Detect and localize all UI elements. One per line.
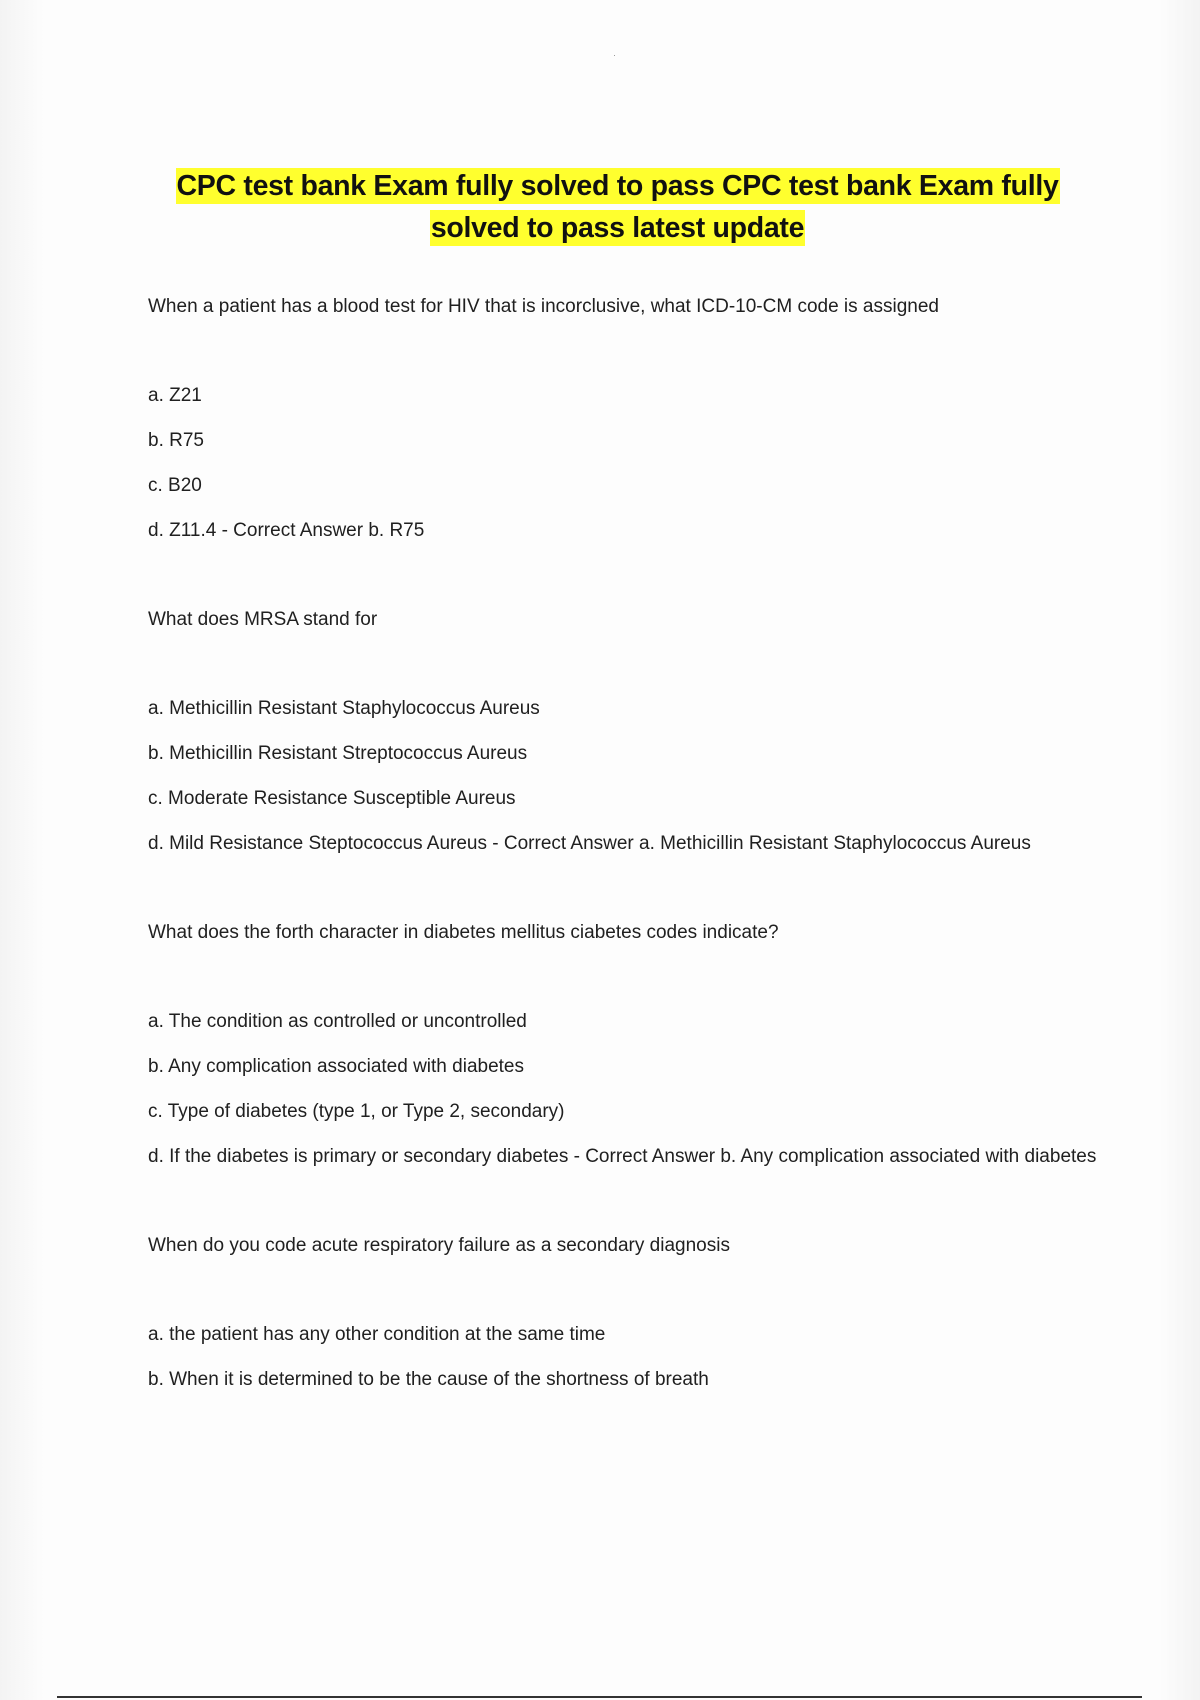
answer-option-d-with-correct-answer: d. If the diabetes is primary or secondary diabetes - Correct Answer b. Any complication associated with diabetes	[148, 1146, 1097, 1167]
question-block-4	[148, 1231, 1098, 1395]
answer-option-c: c. Type of diabetes (type 1, or Type 2, secondary)	[148, 1101, 565, 1122]
answer-option-a: a. Methicillin Resistant Staphylococcus Aureus	[148, 698, 540, 719]
document-title	[120, 165, 1115, 249]
page-shadow-left	[0, 0, 44, 1700]
question-prompt: When do you code acute respiratory failure as a secondary diagnosis	[148, 1235, 730, 1256]
question-prompt: What does the forth character in diabetes mellitus ciabetes codes indicate?	[148, 922, 779, 943]
answer-option-a: a. The condition as controlled or uncontrolled	[148, 1011, 527, 1032]
scan-speck	[614, 55, 615, 56]
page-shadow-right	[1160, 0, 1200, 1700]
title-line-2: solved to pass latest update	[430, 212, 805, 245]
question-block-1	[148, 292, 1098, 546]
answer-option-a: a. Z21	[148, 385, 202, 406]
question-block-3	[148, 918, 1098, 1172]
answer-option-d-with-correct-answer: d. Mild Resistance Steptococcus Aureus - Correct Answer a. Methicillin Resistant Staphylococcus Aureus	[148, 833, 1031, 854]
answer-option-b: b. Methicillin Resistant Streptococcus Aureus	[148, 743, 528, 764]
answer-option-b: b. Any complication associated with diabetes	[148, 1056, 524, 1077]
answer-option-a: a. the patient has any other condition at the same time	[148, 1324, 606, 1345]
answer-option-b: b. R75	[148, 430, 204, 451]
question-prompt: When a patient has a blood test for HIV that is incorclusive, what ICD-10-CM code is assigned	[148, 296, 939, 317]
answer-option-b: b. When it is determined to be the cause of the shortness of breath	[148, 1369, 709, 1390]
question-block-2	[148, 605, 1098, 859]
answer-option-c: c. B20	[148, 475, 202, 496]
page-bottom-rule	[57, 1696, 1142, 1698]
answer-option-d-with-correct-answer: d. Z11.4 - Correct Answer b. R75	[148, 520, 425, 541]
answer-option-c: c. Moderate Resistance Susceptible Aureus	[148, 788, 516, 809]
question-prompt: What does MRSA stand for	[148, 609, 378, 630]
title-line-1: CPC test bank Exam fully solved to pass CPC test bank Exam fully	[176, 170, 1059, 203]
question-list	[148, 292, 1098, 1410]
